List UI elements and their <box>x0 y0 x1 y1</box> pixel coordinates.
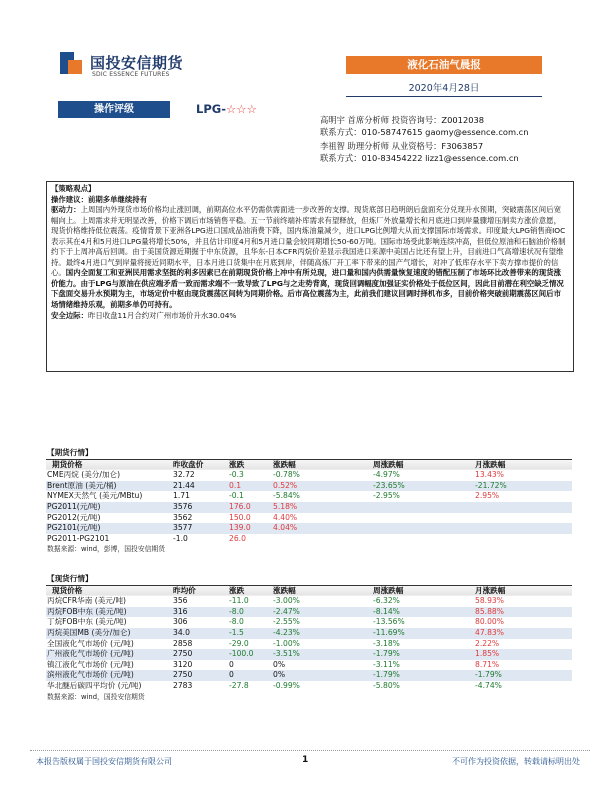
table-cell: 2.95% <box>475 491 500 501</box>
safety-margin <box>51 311 567 322</box>
table-cell <box>372 523 474 534</box>
table-cell <box>474 502 572 513</box>
table-cell <box>372 502 474 513</box>
table-row <box>46 649 572 660</box>
table-cell: CME丙烷 (美分/加仑) <box>47 470 121 480</box>
table-cell: -8.0 <box>228 607 272 618</box>
column-header: 现货价格 <box>46 585 172 596</box>
table-cell: 广州液化气市场价 (元/吨) <box>46 649 172 660</box>
table-cell: 3562 <box>173 512 193 522</box>
table-cell: -0.99% <box>273 680 300 690</box>
table-cell: -4.74% <box>475 680 502 690</box>
spot-table <box>46 574 572 702</box>
table-cell: 4.40% <box>273 512 298 522</box>
table-cell: 26.0 <box>229 533 246 543</box>
table-cell: -3.51% <box>272 649 372 660</box>
table-row <box>46 660 572 671</box>
table-cell: PG2101(元/吨) <box>46 523 172 534</box>
table-row <box>46 523 572 534</box>
table-source-note: 数据来源：wind，国投安信期货 <box>47 692 145 701</box>
table-cell <box>474 513 572 524</box>
column-header: 周涨跌幅 <box>372 585 474 596</box>
table-cell: 150.0 <box>229 512 251 522</box>
table-cell: 华北醚后碳四平均价 (元/吨) <box>47 680 142 690</box>
column-header: 周涨跌幅 <box>372 459 474 470</box>
table-source-note: 数据来源：wind，彭博，国投安信期货 <box>47 545 166 554</box>
table-cell: 80.00% <box>475 617 504 627</box>
table-row <box>46 639 572 650</box>
report-title: 液化石油气晨报 <box>346 56 542 74</box>
column-header: 涨跌幅 <box>272 459 372 470</box>
table-cell: 3577 <box>172 523 228 534</box>
column-header: 月涨跌幅 <box>474 459 572 470</box>
rating-value <box>196 102 257 116</box>
column-header: 月涨跌幅 <box>474 585 572 596</box>
table-cell: -100.0 <box>228 649 272 660</box>
table-cell: Brent原油 (美元/桶) <box>46 481 172 492</box>
table-cell: 2750 <box>172 649 228 660</box>
drivers-text: 上周国内外现货市场价格均止涨回调，前期高位水平仍需供需面进一步改善的支撑。现货底部日趋明朗后盘面充分兑现升水预期，突破震荡区间后宽幅向上。上周需求并无明显改善，价格下调后市场销售平稳。五一节前终端补库需求有望释放，但炼厂外放量增长和月底进口到岸量骤增压制卖方涨价意愿，现货价格维持低位震荡。疫情背景下亚洲各LPG进口国成品油消费下降，国内炼油量减少，进口LPG比例增大从而支撑国际市场需求。印度最大LPG销售商IOC表示其在4月和5月进口LPG量将增长50%，并且估计印度4月和5月进口量会较同期增长50-60万吨。国际市场受此影响连续冲高，但低位原油和石脑油价格制约下于上周冲高后回调。由于美国货源近期掘于中东货源，且华东-日本CFR丙烷价差显示我国进口来源中美国占比还有望上升，目前进口气高增速状况有望维持。最终4月进口气到岸量将接近同期水平，日本月进口货集中在月底到岸，伴随高炼厂开工率下带来的国产气增长，对冲了低库存水平下卖方撑市提价的信心。 <box>51 205 566 278</box>
rating-stars-icon: ☆☆☆ <box>225 102 257 116</box>
footer-copyright: 本报告版权属于国投安信期货有限公司 <box>36 757 172 766</box>
table-cell: 306 <box>173 617 188 627</box>
table-row <box>46 513 572 524</box>
drivers-label: 驱动力： <box>51 205 81 215</box>
footer-disclaimer: 不可作为投资依据，转载请标明出处 <box>452 757 580 766</box>
table-cell <box>474 534 572 545</box>
column-header: 涨跌 <box>228 459 272 470</box>
table-cell: 4.04% <box>272 523 372 534</box>
table-cell: 8.71% <box>475 659 500 669</box>
table-cell: -3.11% <box>373 659 400 669</box>
table-cell: -8.14% <box>372 607 474 618</box>
table-row <box>46 470 572 481</box>
table-cell: 0 <box>228 670 272 681</box>
table-cell: 2.22% <box>475 638 500 648</box>
strategy-title: 【策略观点】 <box>51 184 96 193</box>
table-cell: -27.8 <box>229 680 249 690</box>
safety-text: 昨日收盘11月合约对广州市场价升水30.04% <box>87 310 237 320</box>
table-cell: 21.44 <box>172 481 228 492</box>
table-row <box>46 502 572 513</box>
safety-label: 安全边际： <box>51 310 88 320</box>
table-cell <box>272 534 372 545</box>
column-header: 昨收盘价 <box>172 459 228 470</box>
table-cell: 3576 <box>172 502 228 513</box>
table-cell <box>372 513 474 524</box>
table-cell: 丙烷美国MB (美分/加仑) <box>46 628 172 639</box>
table-cell: 丁烷FOB中东 (美元/吨) <box>47 617 127 627</box>
table-cell: -1.00% <box>273 638 300 648</box>
report-date: 2020年4月28日 <box>408 83 480 94</box>
table-cell: 滨州液化气市场价 (元/吨) <box>46 670 172 681</box>
futures-table <box>46 448 572 555</box>
table-cell: -1.79% <box>474 670 572 681</box>
table-cell: 58.93% <box>475 596 504 606</box>
table-row <box>46 596 572 607</box>
rating-product: LPG- <box>196 102 226 116</box>
table-cell: -21.72% <box>474 481 572 492</box>
table-cell: -3.00% <box>273 596 300 606</box>
table-cell: 0% <box>272 670 372 681</box>
table-cell: -8.0 <box>229 617 244 627</box>
page-number: 1 <box>302 755 309 765</box>
table-cell: -2.95% <box>373 491 400 501</box>
table-cell: -5.80% <box>373 680 400 690</box>
table-cell: 32.72 <box>173 470 195 480</box>
table-cell: -5.84% <box>273 491 300 501</box>
table-section-title: 【现货行情】 <box>47 574 93 583</box>
table-cell: -0.78% <box>273 470 300 480</box>
table-cell: 356 <box>173 596 188 606</box>
analyst-contact-1: 联系方式：010-58747615 gaomy@essence.com.cn <box>320 127 529 137</box>
footer-divider <box>30 750 590 751</box>
table-cell: 85.88% <box>474 607 572 618</box>
table-cell: 2750 <box>172 670 228 681</box>
table-cell: NYMEX天然气 (美元/MBtu) <box>47 491 143 501</box>
brand-name-cn: 国投安信期货 <box>90 54 184 72</box>
table-row <box>46 617 572 628</box>
table-row <box>46 681 572 692</box>
table-cell: 47.83% <box>474 628 572 639</box>
table-cell: 2858 <box>173 638 193 648</box>
table-row <box>46 670 572 681</box>
table-cell <box>474 523 572 534</box>
column-header: 涨跌 <box>228 585 272 596</box>
table-cell: 1.71 <box>173 491 190 501</box>
table-cell: -29.0 <box>229 638 249 648</box>
table-cell <box>372 534 474 545</box>
brand-name-en: SDIC ESSENCE FUTURES <box>92 71 170 78</box>
table-row <box>46 534 572 545</box>
table-cell: -6.32% <box>373 596 400 606</box>
table-cell: 13.43% <box>475 470 504 480</box>
table-cell: 0.1 <box>228 481 272 492</box>
table-cell: PG2012(元/吨) <box>47 512 101 522</box>
table-cell: 丙烷FOB中东 (美元/吨) <box>46 607 172 618</box>
table-cell: -1.79% <box>372 649 474 660</box>
table-cell: 0 <box>229 659 234 669</box>
table-cell: 0% <box>273 659 286 669</box>
table-cell: 0.52% <box>272 481 372 492</box>
analyst-line-2: 李祖智 助理分析师 从业资格号：F3063857 <box>320 141 484 151</box>
divider <box>346 96 542 97</box>
table-cell: PG2011-PG2101 <box>47 533 110 543</box>
table-cell: -3.18% <box>373 638 400 648</box>
table-cell: -0.1 <box>229 491 244 501</box>
table-cell: -4.97% <box>373 470 400 480</box>
table-cell: 5.18% <box>272 502 372 513</box>
column-header: 涨跌幅 <box>272 585 372 596</box>
table-cell: -11.69% <box>372 628 474 639</box>
table-cell: 全国液化气市场价 (元/吨) <box>47 638 134 648</box>
table-cell: -4.23% <box>272 628 372 639</box>
table-cell: 139.0 <box>228 523 272 534</box>
table-cell: 镇江液化气市场价 (元/吨) <box>47 659 134 669</box>
table-cell: 176.0 <box>228 502 272 513</box>
table-cell: -1.79% <box>372 670 474 681</box>
table-cell: PG2011(元/吨) <box>46 502 172 513</box>
table-row <box>46 628 572 639</box>
rating-label: 操作评级 <box>58 101 170 118</box>
table-row <box>46 607 572 618</box>
table-cell: -2.47% <box>272 607 372 618</box>
table-cell: 3120 <box>173 659 193 669</box>
table-cell: 2783 <box>173 680 193 690</box>
table-cell: 316 <box>172 607 228 618</box>
table-cell: 1.85% <box>474 649 572 660</box>
strategy-drivers <box>51 205 567 310</box>
company-logo <box>60 52 82 76</box>
table-cell: -2.55% <box>273 617 300 627</box>
table-cell: -13.56% <box>373 617 405 627</box>
table-cell: -23.65% <box>372 481 474 492</box>
table-cell: 丙烷CFR华南 (美元/吨) <box>47 596 126 606</box>
table-cell: -1.0 <box>173 533 188 543</box>
table-cell: 34.0 <box>172 628 228 639</box>
table-cell: -11.0 <box>229 596 249 606</box>
table-row <box>46 481 572 492</box>
drivers-bold-text: 国内全面复工和亚洲民用需求坚挺的利多因素已在前期现货价格上冲中有所兑现，进口量和国内供需量恢复速度的错配压制了市场环比改善带来的现货涨价能力。由于LPG与原油在供应端矛盾一致而需求端不一致导致了LPG与之走势背离，现货回调幅度加强证实价格处于低位区间，因此目前潜在利空缺乏情况下盘面交易升水预期为主，市场定价中枢由现货震荡区间转为同期价格。后市高位震荡为主，此前我们建议回调时择机布多，目前价格突破前期震荡区间后市场情绪维持乐观，前期多单仍可持有。 <box>51 268 564 310</box>
table-cell: -0.3 <box>229 470 244 480</box>
column-header: 昨均价 <box>172 585 228 596</box>
strategy-advice: 操作建议：前期多单继续持有 <box>51 194 148 204</box>
strategy-box <box>46 181 574 372</box>
table-cell: -1.5 <box>228 628 272 639</box>
analyst-contact-2: 联系方式：010-83454222 lizz1@essence.com.cn <box>320 153 519 163</box>
analyst-line-1: 高明宇 首席分析师 投资咨询号：Z0012038 <box>320 115 485 125</box>
table-section-title: 【期货行情】 <box>47 448 93 457</box>
column-header: 期货价格 <box>46 459 172 470</box>
table-row <box>46 491 572 502</box>
